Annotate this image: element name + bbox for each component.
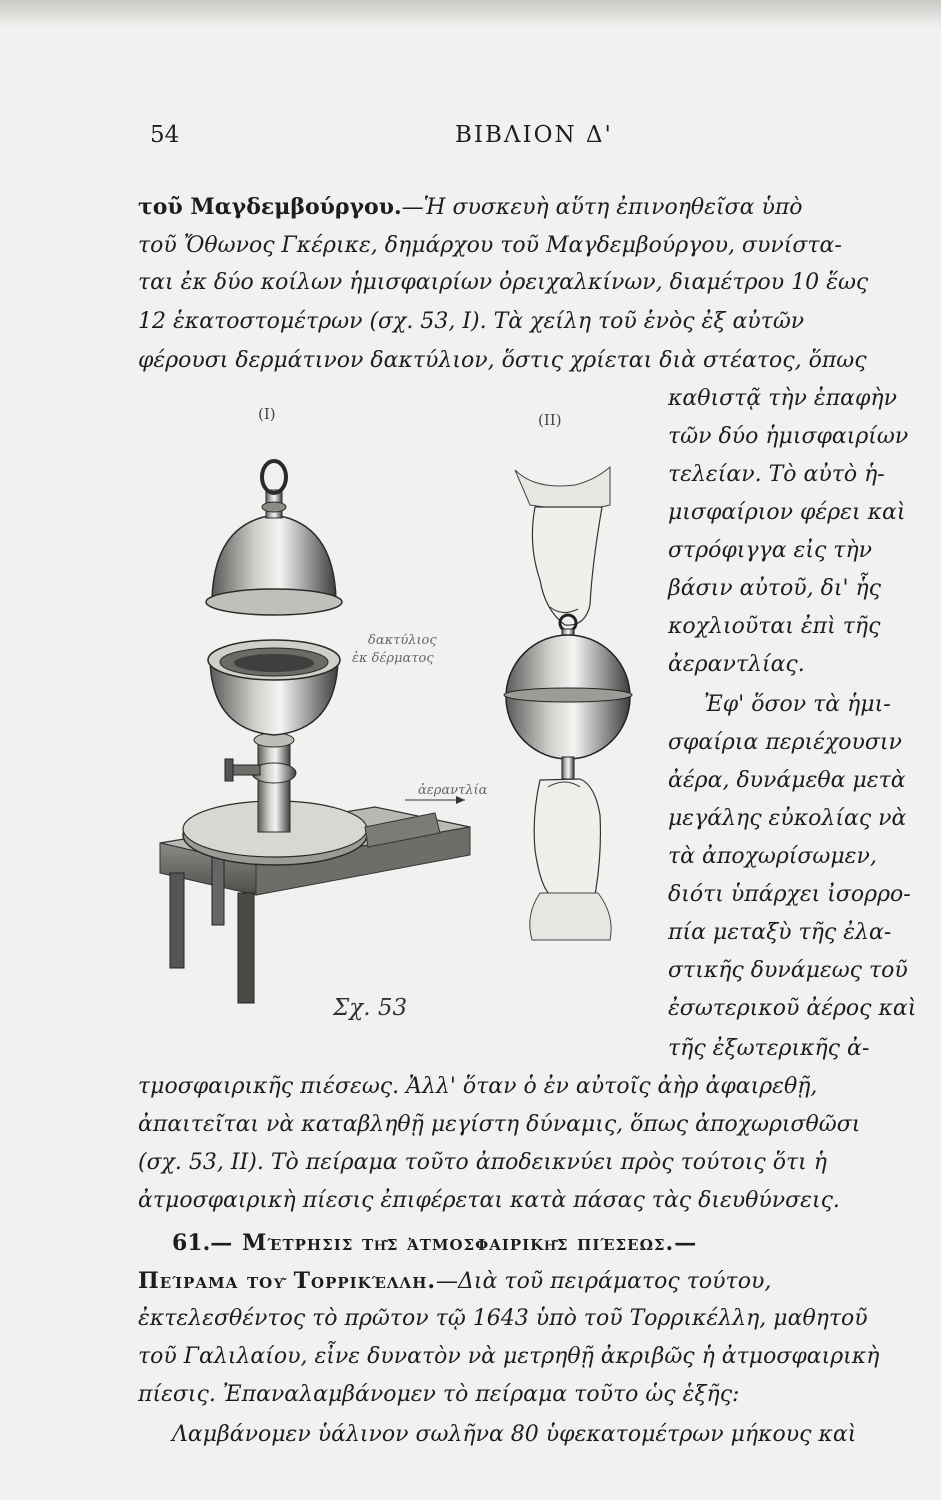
text-fragment: —Διὰ τοῦ πειράματος τούτου,	[436, 1269, 772, 1294]
top-ring	[262, 461, 286, 493]
text-line: 12 ἑκατοστομέτρων (σχ. 53, Ι). Τὰ χείλη τοῦ ἑνὸς ἐξ αὐτῶν	[138, 309, 805, 334]
side-text-line: διότι ὑπάρχει ἰσορρο-	[668, 882, 911, 907]
side-text-line: τῆς ἐξωτερικῆς ἀ-	[668, 1036, 870, 1061]
text-line: φέρουσι δερμάτινον δακτύλιον, ὅστις χρίεται διὰ στέατος, ὅπως	[138, 348, 867, 373]
side-text-line: μισφαίριον φέρει καὶ	[668, 500, 906, 525]
section-subtitle: Πείραμα τοῦ Τορρικέλλη.	[138, 1268, 437, 1294]
running-head: ΒΙΒΛΙΟΝ Δ'	[455, 122, 613, 148]
apparatus-one	[160, 461, 470, 1003]
figure-drawing	[140, 395, 665, 1035]
text-line: τοῦ Γαλιλαίου, εἶνε δυνατὸν νὰ μετρηθῇ ἀκριβῶς ἡ ἀτμοσφαιρικὴ	[138, 1344, 880, 1369]
lower-sleeve	[530, 893, 611, 940]
text-line: Λαμβάνομεν ὑάλινον σωλῆνα 80 ὑφεκατομέτρων μήκους καὶ	[172, 1422, 857, 1447]
side-text-line: βάσιν αὐτοῦ, δι' ἧς	[668, 576, 882, 601]
apparatus-two	[504, 467, 632, 940]
side-text-line: κοχλιοῦται ἐπὶ τῆς	[668, 614, 881, 639]
upper-hemisphere	[212, 515, 336, 600]
text-fragment: —Ἡ συσκευὴ αὕτη ἐπινοηθεῖσα ὑπὸ	[401, 195, 803, 220]
section-number: 61.	[172, 1230, 211, 1256]
joint-rim	[504, 688, 632, 702]
text-line: (σχ. 53, ΙΙ). Τὸ πείραμα τοῦτο ἀποδεικνύει πρὸς τούτοις ὅτι ἡ	[138, 1150, 827, 1175]
section-title: — Μέτρησις τῆς ἀτμοσφαιρικῆς πιέσεως.—	[210, 1230, 698, 1256]
text-line: τοῦ Ὄθωνος Γκέρικε, δημάρχου τοῦ Μαγδεμβούργου, συνίστα-	[138, 233, 842, 258]
stopcock-handle	[230, 765, 260, 775]
side-text-line: τὰ ἀποχωρίσωμεν,	[668, 844, 877, 869]
upper-sleeve	[515, 467, 610, 509]
text-line: ἐκτελεσθέντος τὸ πρῶτον τῷ 1643 ὑπὸ τοῦ Τορρικέλλη, μαθητοῦ	[138, 1306, 868, 1331]
text-line: ἀπαιτεῖται νὰ καταβληθῇ μεγίστη δύναμις, ὅπως ἀποχωρισθῶσι	[138, 1112, 861, 1137]
side-text-line: ἐσωτερικοῦ ἀέρος καὶ	[668, 996, 917, 1021]
page-header	[0, 118, 941, 158]
text-line: ται ἐκ δύο κοίλων ἡμισφαιρίων ὀρειχαλκίνων, διαμέτρου 10 ἕως	[138, 270, 869, 295]
table-leg	[212, 855, 224, 925]
upper-hand	[532, 507, 602, 625]
side-text-line: μεγάλης εὐκολίας νὰ	[668, 806, 907, 831]
sphere-bottom-fitting	[562, 757, 574, 779]
text-line	[138, 1266, 906, 1297]
stopcock-grip	[225, 759, 233, 781]
side-text-line: στικῆς δυνάμεως τοῦ	[668, 958, 908, 983]
side-text-line: τῶν δύο ἡμισφαιρίων	[668, 424, 909, 449]
stem	[258, 740, 290, 832]
upper-hemisphere-rim	[206, 589, 342, 615]
side-text-line: σφαίρια περιέχουσιν	[668, 730, 902, 755]
top-fitting-collar	[262, 502, 286, 512]
text-line: πίεσις. Ἐπαναλαμβάνομεν τὸ πείραμα τοῦτο ὡς ἑξῆς:	[138, 1382, 740, 1407]
text-line	[138, 192, 906, 223]
text-line: τμοσφαιρικῆς πιέσεως. Ἀλλ' ὅταν ὁ ἐν αὐτοῖς ἀὴρ ἀφαιρεθῇ,	[138, 1074, 818, 1099]
note-air-pump: ἀεραντλία	[418, 783, 488, 798]
side-text-line: στρόφιγγα εἰς τὴν	[668, 538, 873, 563]
page-edge-shadow	[0, 0, 941, 28]
table-leg	[170, 873, 184, 968]
note-leather-ring-2: ἐκ δέρματος	[352, 651, 434, 666]
text-line: ἀτμοσφαιρικὴ πίεσις ἐπιφέρεται κατὰ πάσας τὰς διευθύνσεις.	[138, 1188, 840, 1213]
table-leg	[238, 893, 254, 1003]
figure-label-one: (Ι)	[258, 405, 276, 423]
side-text-line: ἀέρα, δυνάμεθα μετὰ	[668, 768, 906, 793]
page-number: 54	[150, 122, 180, 148]
side-text-line: Ἐφ' ὅσον τὰ ἡμι-	[704, 692, 891, 717]
side-text-line: τελείαν. Τὸ αὐτὸ ἡ-	[668, 462, 885, 487]
figure-label-two: (ΙΙ)	[538, 411, 562, 429]
side-text-line: πία μεταξὺ τῆς ἐλα-	[668, 920, 892, 945]
section-heading-magdeburg: τοῦ Μαγδεμβούργου.	[138, 194, 402, 220]
side-text-line: καθιστᾷ τὴν ἐπαφὴν	[668, 386, 897, 411]
side-text-line: ἀεραντλίας.	[668, 652, 805, 677]
figure-53	[140, 395, 665, 1035]
section-61-heading	[172, 1228, 940, 1259]
lower-hand	[534, 779, 600, 895]
note-leather-ring: δακτύλιος	[368, 633, 437, 648]
lower-hemisphere-shadow	[234, 654, 314, 672]
figure-caption: Σχ. 53	[333, 995, 408, 1021]
